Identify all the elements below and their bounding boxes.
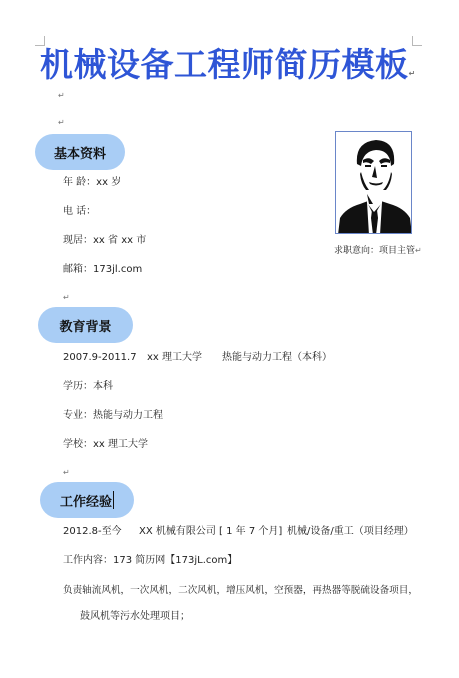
age-line: 年 龄：xx 岁 — [63, 177, 122, 188]
page-title: 机械设备工程师简历模板↵ — [40, 45, 416, 84]
paragraph-mark-icon: ↵ — [63, 293, 70, 302]
residence-line: 现居：xx 省 xx 市 — [63, 235, 147, 246]
job-intent: 求职意向：项目主管↵ — [334, 246, 422, 256]
profile-photo — [335, 131, 412, 234]
paragraph-mark-icon: ↵ — [58, 118, 65, 127]
section-header-education: 教育背景 — [38, 307, 133, 343]
portrait-silhouette-icon — [336, 132, 412, 234]
education-period: 2007.9-2011.7 — [63, 352, 137, 363]
work-period: 2012.8-至今 — [63, 526, 122, 537]
education-school: xx 理工大学 — [147, 352, 203, 363]
section-header-work: 工作经验 — [40, 482, 134, 518]
education-major: 热能与动力工程（本科） — [222, 352, 332, 363]
work-duties-1: 负责轴流风机，一次风机，二次风机，增压风机，空预器，再热器等脱硫设备项目， — [63, 585, 418, 596]
work-duties-2: 鼓风机等污水处理项目； — [80, 611, 190, 622]
major-line: 专业：热能与动力工程 — [63, 410, 163, 421]
paragraph-mark-icon: ↵ — [415, 246, 422, 255]
text-cursor — [113, 491, 114, 509]
paragraph-mark-icon: ↵ — [63, 468, 70, 477]
degree-line: 学历：本科 — [63, 381, 113, 392]
phone-line: 电 话： — [63, 206, 97, 217]
work-content: 工作内容：173 简历网【173jL.com】 — [63, 555, 238, 566]
paragraph-mark-icon: ↵ — [58, 91, 65, 100]
work-company: XX 机械有限公司 [ 1 年 7 个月] — [139, 526, 283, 537]
email-line: 邮箱：173jl.com — [63, 264, 143, 275]
paragraph-mark-icon: ↵ — [408, 69, 416, 78]
section-header-basic: 基本资料 — [35, 134, 125, 170]
school-line: 学校：xx 理工大学 — [63, 439, 149, 450]
work-position: 机械/设备/重工（项目经理） — [287, 526, 414, 537]
